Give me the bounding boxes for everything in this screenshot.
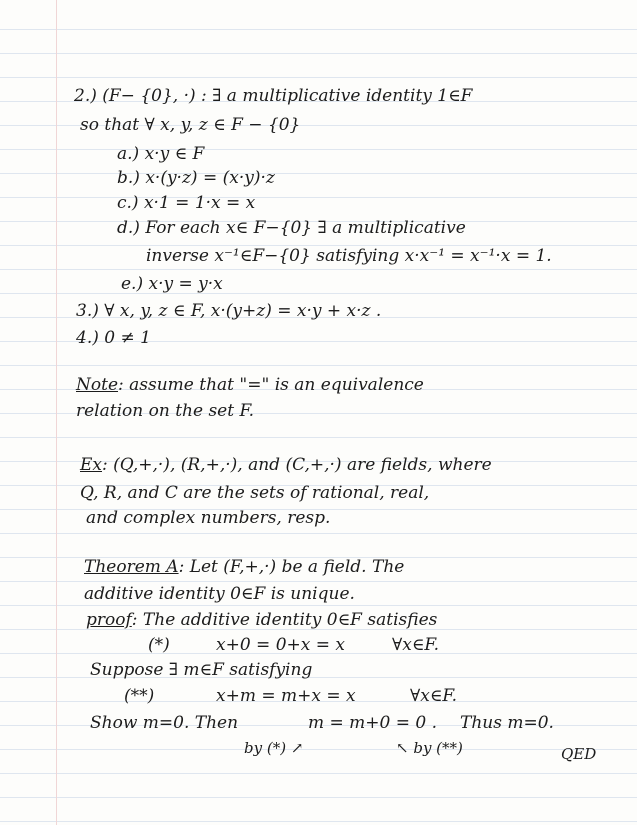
- equation-star-quantifier: ∀x∈F.: [392, 635, 439, 655]
- by-double-star-annotation: ↖ by (**): [396, 739, 463, 757]
- axiom-2b: b.) x·(y·z) = (x·y)·z: [117, 168, 275, 188]
- equation-double-star-tag: (**): [124, 686, 155, 706]
- axiom-2a: a.) x·y ∈ F: [117, 144, 205, 164]
- show-line: Show m=0. Then: [90, 713, 239, 733]
- axiom-2d-continued: inverse x⁻¹∈F−{0} satisfying x·x⁻¹ = x⁻¹·x = 1.: [146, 246, 552, 266]
- show-conclusion: Thus m=0.: [460, 713, 554, 733]
- note-continued: relation on the set F.: [76, 401, 255, 421]
- axiom-2c: c.) x·1 = 1·x = x: [117, 193, 256, 213]
- note-text: : assume that "=" is an equivalence: [118, 375, 424, 395]
- note-label: Note: [76, 375, 119, 395]
- qed-mark: QED: [561, 745, 597, 763]
- proof-line: [86, 612, 437, 629]
- theorem-a-label: Theorem A: [84, 557, 179, 577]
- axiom-2-quantifier: so that ∀ x, y, z ∈ F − {0}: [80, 115, 301, 135]
- by-star-annotation: by (*) ↗: [244, 739, 304, 757]
- page-margin-line: [56, 0, 57, 825]
- theorem-a-text: : Let (F,+,·) be a field. The: [178, 557, 405, 577]
- suppose-line: Suppose ∃ m∈F satisfying: [90, 660, 313, 680]
- equation-star: x+0 = 0+x = x: [216, 635, 345, 655]
- equation-double-star-quantifier: ∀x∈F.: [410, 686, 457, 706]
- example-line: [80, 457, 492, 474]
- axiom-4: 4.) 0 ≠ 1: [76, 328, 151, 348]
- example-continued-2: and complex numbers, resp.: [86, 508, 331, 528]
- axiom-3: 3.) ∀ x, y, z ∈ F, x·(y+z) = x·y + x·z .: [76, 301, 382, 321]
- equation-star-tag: (*): [148, 635, 170, 655]
- axiom-2d: d.) For each x∈ F−{0} ∃ a multiplicative: [117, 218, 466, 238]
- theorem-a-continued: additive identity 0∈F is unique.: [84, 584, 355, 604]
- proof-label: proof: [86, 610, 132, 630]
- example-text: : (Q,+,·), (R,+,·), and (C,+,·) are fields, where: [102, 455, 492, 475]
- theorem-a-line: [84, 559, 404, 576]
- example-label: Ex: [80, 455, 102, 475]
- proof-text: : The additive identity 0∈F satisfies: [131, 610, 438, 630]
- example-continued-1: Q, R, and C are the sets of rational, real,: [80, 483, 430, 503]
- note-line: [76, 377, 424, 394]
- show-equation: m = m+0 = 0 .: [308, 713, 438, 733]
- axiom-2-heading: 2.) (F− {0}, ·) : ∃ a multiplicative identity 1∈F: [74, 86, 473, 106]
- axiom-2e: e.) x·y = y·x: [121, 274, 223, 294]
- equation-double-star: x+m = m+x = x: [216, 686, 356, 706]
